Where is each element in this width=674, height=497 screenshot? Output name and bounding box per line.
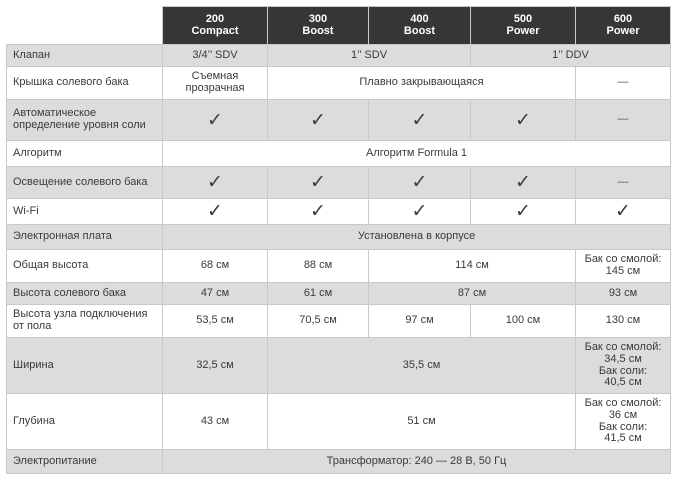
cell-value: 32,5 см	[163, 338, 268, 394]
cell-value: 61 см	[268, 283, 369, 305]
cell-value: 43 см	[163, 394, 268, 450]
check-icon: ✓	[310, 171, 326, 193]
cell-value: 130 см	[576, 305, 671, 338]
cell-value: 51 см	[268, 394, 576, 450]
table-row-height	[7, 250, 671, 283]
check-icon: ✓	[310, 108, 326, 131]
cell-value: 70,5 см	[268, 305, 369, 338]
cell-line: Бак со смолой:	[584, 340, 662, 353]
table-row-power	[7, 450, 671, 474]
table-row-board	[7, 225, 671, 250]
row-label: Крышка солевого бака	[7, 67, 163, 100]
model-number: 300	[308, 12, 328, 25]
check-icon: ✓	[207, 171, 223, 193]
header-row	[7, 7, 671, 45]
cell-value: 3/4’’ SDV	[163, 45, 268, 67]
check-icon: ✓	[411, 200, 428, 222]
table-row-valve	[7, 45, 671, 67]
model-number: 400	[410, 12, 429, 25]
check-icon: ✓	[515, 200, 531, 222]
model-header-500	[471, 7, 576, 45]
cell-value: 88 см	[268, 250, 369, 283]
table-row-connection-height	[7, 305, 671, 338]
check-icon: ✓	[207, 108, 223, 131]
cell-dash: —	[576, 67, 671, 100]
model-series: Power	[606, 24, 640, 37]
cell-line: прозрачная	[185, 82, 245, 94]
cell-value: 1’’ DDV	[471, 45, 671, 67]
cell-dash: —	[576, 167, 671, 199]
cell-value: 93 см	[576, 283, 671, 305]
cell-value: Алгоритм Formula 1	[163, 141, 671, 167]
model-series: Boost	[302, 24, 334, 37]
check-icon: ✓	[411, 171, 428, 193]
model-header-200	[163, 7, 268, 45]
table-row-lid	[7, 67, 671, 100]
cell-value: 100 см	[471, 305, 576, 338]
cell-value	[576, 338, 671, 394]
cell-line: 34,5 см	[604, 352, 642, 365]
cell-line: Бак соли:	[598, 364, 648, 377]
cell-value: 1’’ SDV	[268, 45, 471, 67]
cell-value: 87 см	[369, 283, 576, 305]
table-row-tank-height	[7, 283, 671, 305]
cell-value: 47 см	[163, 283, 268, 305]
model-header-400	[369, 7, 471, 45]
row-label: Алгоритм	[7, 141, 163, 167]
cell-line: 41,5 см	[604, 432, 642, 445]
table-row-width	[7, 338, 671, 394]
cell-value: 68 см	[163, 250, 268, 283]
check-icon: ✓	[515, 108, 531, 131]
model-number: 600	[613, 12, 633, 25]
cell-value: Установлена в корпусе	[163, 225, 671, 250]
table-row-algorithm	[7, 141, 671, 167]
table-row-depth	[7, 394, 671, 450]
model-series: Compact	[191, 24, 239, 37]
row-label: Высота узла подключения от пола	[7, 305, 163, 338]
cell-value	[163, 67, 268, 100]
model-number: 500	[513, 12, 533, 25]
row-label: Высота солевого бака	[7, 283, 163, 305]
cell-value: Плавно закрывающаяся	[268, 67, 576, 100]
cell-value: 114 см	[369, 250, 576, 283]
cell-line: 40,5 см	[604, 376, 642, 389]
model-header-600	[576, 7, 671, 45]
cell-value	[576, 394, 671, 450]
table-row-wifi	[7, 199, 671, 225]
cell-line: Бак соли:	[598, 420, 648, 433]
table-row-lighting	[7, 167, 671, 199]
check-icon: ✓	[411, 108, 428, 131]
row-label: Электронная плата	[7, 225, 163, 250]
row-label: Автоматическое определение уровня соли	[7, 100, 163, 141]
check-icon: ✓	[615, 200, 631, 222]
row-label: Клапан	[7, 45, 163, 67]
cell-value: 53,5 см	[163, 305, 268, 338]
cell-line: 145 см	[605, 265, 641, 277]
cell-value	[576, 250, 671, 283]
table-row-autolevel	[7, 100, 671, 141]
cell-line: Бак со смолой:	[584, 396, 662, 409]
row-label: Глубина	[7, 394, 163, 450]
cell-value: Трансформатор: 240 — 28 В, 50 Гц	[163, 450, 671, 474]
model-series: Power	[506, 24, 540, 37]
cell-dash: —	[576, 100, 671, 141]
model-number: 200	[205, 12, 225, 25]
row-label: Wi-Fi	[7, 199, 163, 225]
cell-value: 35,5 см	[268, 338, 576, 394]
model-header-300	[268, 7, 369, 45]
cell-line: Съемная	[191, 70, 239, 83]
cell-value: 97 см	[369, 305, 471, 338]
row-label: Ширина	[7, 338, 163, 394]
cell-line: Бак со смолой:	[584, 253, 662, 266]
check-icon: ✓	[207, 200, 223, 222]
header-corner	[7, 7, 163, 45]
comparison-table	[6, 6, 671, 474]
row-label: Электропитание	[7, 450, 163, 474]
check-icon: ✓	[515, 171, 531, 193]
check-icon: ✓	[310, 200, 326, 222]
row-label: Освещение солевого бака	[7, 167, 163, 199]
row-label: Общая высота	[7, 250, 163, 283]
model-series: Boost	[403, 24, 436, 37]
cell-line: 36 см	[608, 408, 638, 421]
